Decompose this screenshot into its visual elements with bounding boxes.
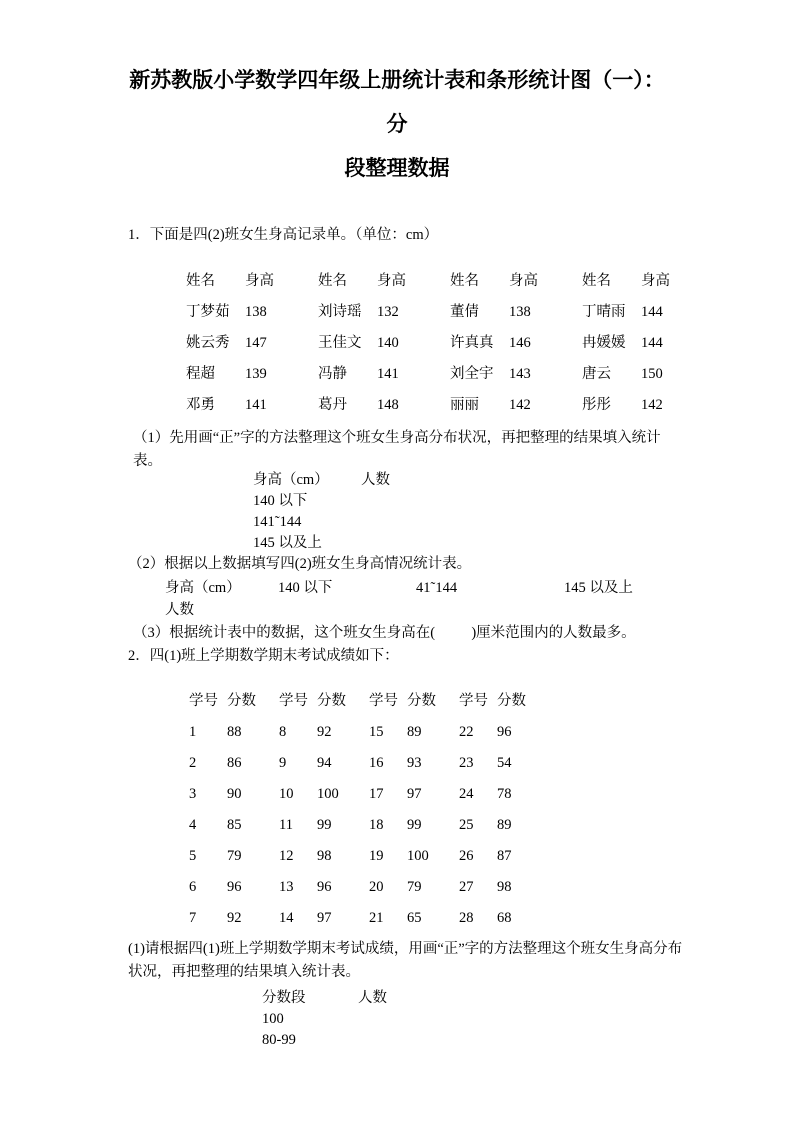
cell-student-id: 17 (369, 786, 384, 802)
table-row (189, 717, 526, 748)
table-row (253, 491, 390, 512)
cell-range-2: 41˜144 (416, 580, 458, 596)
cell-count-blank (361, 533, 390, 554)
table-row (253, 512, 390, 533)
cell-height: 132 (377, 304, 399, 320)
column-header-height-3: 身高 (509, 273, 538, 289)
cell-count-blank (416, 599, 564, 621)
cell-score: 87 (497, 848, 512, 864)
cell-height: 150 (641, 366, 663, 382)
cell-height: 138 (509, 304, 531, 320)
cell-student-id: 16 (369, 755, 384, 771)
cell-score: 96 (497, 724, 512, 740)
cell-count-blank (358, 1009, 387, 1030)
cell-score: 85 (227, 817, 242, 833)
cell-score: 99 (407, 817, 422, 833)
cell-score: 100 (317, 786, 339, 802)
table-header-row (189, 686, 526, 717)
cell-student-id: 22 (459, 724, 474, 740)
cell-name: 唐云 (582, 366, 611, 382)
cell-student-id: 1 (189, 724, 197, 740)
cell-height-range: 140 以下 (253, 493, 308, 509)
table-row (262, 1009, 387, 1030)
cell-score: 79 (227, 848, 242, 864)
column-header-name-4: 姓名 (582, 273, 611, 289)
cell-student-id: 5 (189, 848, 197, 864)
cell-height: 141 (245, 397, 267, 413)
cell-height: 144 (641, 304, 663, 320)
cell-name: 刘全宇 (450, 366, 494, 382)
cell-height: 142 (641, 397, 663, 413)
cell-name: 程超 (186, 366, 215, 382)
cell-count-blank (361, 491, 390, 512)
cell-score: 78 (497, 786, 512, 802)
table-row (253, 533, 390, 554)
cell-name: 丁晴雨 (582, 304, 626, 320)
column-header-student-id-1: 学号 (189, 693, 218, 709)
exam-scores-table (189, 686, 526, 934)
cell-score: 88 (227, 724, 242, 740)
cell-name: 董倩 (450, 304, 479, 320)
cell-name: 刘诗瑶 (318, 304, 362, 320)
cell-score: 96 (227, 879, 242, 895)
score-band-tally-table (262, 988, 387, 1051)
table-row (189, 872, 526, 903)
cell-height: 138 (245, 304, 267, 320)
cell-count-blank (564, 599, 633, 621)
column-header-name-3: 姓名 (450, 273, 479, 289)
cell-range-3: 145 以及上 (564, 580, 633, 596)
cell-name: 姚云秀 (186, 335, 230, 351)
cell-student-id: 25 (459, 817, 474, 833)
cell-height: 142 (509, 397, 531, 413)
column-header-name-2: 姓名 (318, 273, 347, 289)
girls-height-record-table (186, 266, 670, 421)
cell-student-id: 24 (459, 786, 474, 802)
cell-height: 140 (377, 335, 399, 351)
table-row (189, 841, 526, 872)
cell-height: 148 (377, 397, 399, 413)
table-row (189, 903, 526, 934)
column-header-height-4: 身高 (641, 273, 670, 289)
cell-student-id: 4 (189, 817, 197, 833)
cell-height: 147 (245, 335, 267, 351)
cell-student-id: 20 (369, 879, 384, 895)
cell-height: 143 (509, 366, 531, 382)
cell-student-id: 15 (369, 724, 384, 740)
cell-score-band: 100 (262, 1011, 284, 1027)
cell-height: 139 (245, 366, 267, 382)
table-header-row (186, 266, 670, 297)
table-header-row (262, 988, 387, 1009)
cell-score: 97 (407, 786, 422, 802)
height-tally-table (253, 470, 390, 554)
cell-student-id: 23 (459, 755, 474, 771)
cell-student-id: 13 (279, 879, 294, 895)
question-2-prompt: 2．四(1)班上学期数学期末考试成绩如下： (128, 648, 399, 664)
cell-height: 146 (509, 335, 531, 351)
cell-count-blank (358, 1030, 387, 1051)
cell-height: 141 (377, 366, 399, 382)
cell-student-id: 21 (369, 910, 384, 926)
cell-name: 许真真 (450, 335, 494, 351)
cell-score: 99 (317, 817, 332, 833)
table-row (165, 599, 633, 621)
column-header-score-2: 分数 (317, 693, 346, 709)
table-row (165, 577, 633, 599)
cell-student-id: 6 (189, 879, 197, 895)
cell-name: 冉媛媛 (582, 335, 626, 351)
page-title (128, 58, 666, 190)
column-header-count: 人数 (361, 472, 390, 488)
cell-score: 89 (497, 817, 512, 833)
cell-score: 98 (497, 879, 512, 895)
cell-student-id: 7 (189, 910, 197, 926)
cell-score: 94 (317, 755, 332, 771)
page-title-line-2: 段整理数据 (344, 156, 450, 180)
height-summary-table (165, 577, 633, 621)
table-row (186, 328, 670, 359)
cell-count-blank (278, 599, 416, 621)
cell-student-id: 3 (189, 786, 197, 802)
cell-score: 86 (227, 755, 242, 771)
question-1-sub-2-prompt: （2）根据以上数据填写四(2)班女生身高情况统计表。 (128, 556, 472, 572)
table-row (189, 748, 526, 779)
cell-score: 89 (407, 724, 422, 740)
cell-student-id: 18 (369, 817, 384, 833)
cell-student-id: 8 (279, 724, 287, 740)
cell-student-id: 10 (279, 786, 294, 802)
question-2-sub-1-prompt: (1)请根据四(1)班上学期数学期末考试成绩，用画“正”字的方法整理这个班女生身高分布状况，再把整理的结果填入统计表。 (128, 941, 683, 980)
row-header-height: 身高（cm） (165, 580, 241, 596)
cell-student-id: 27 (459, 879, 474, 895)
cell-student-id: 11 (279, 817, 293, 833)
column-header-score-4: 分数 (497, 693, 526, 709)
cell-range-1: 140 以下 (278, 580, 333, 596)
page-title-line-1: 新苏教版小学数学四年级上册统计表和条形统计图（一）：分 (129, 68, 665, 136)
cell-score: 68 (497, 910, 512, 926)
cell-score: 92 (227, 910, 242, 926)
column-header-score-3: 分数 (407, 693, 436, 709)
column-header-student-id-3: 学号 (369, 693, 398, 709)
cell-score: 54 (497, 755, 512, 771)
cell-name: 丁梦茹 (186, 304, 230, 320)
cell-name: 王佳文 (318, 335, 362, 351)
column-header-count: 人数 (358, 990, 387, 1006)
column-header-name-1: 姓名 (186, 273, 215, 289)
column-header-score-1: 分数 (227, 693, 256, 709)
table-row (189, 810, 526, 841)
cell-student-id: 2 (189, 755, 197, 771)
table-row (262, 1030, 387, 1051)
table-row (186, 390, 670, 421)
cell-student-id: 14 (279, 910, 294, 926)
cell-student-id: 9 (279, 755, 287, 771)
cell-score: 93 (407, 755, 422, 771)
cell-score: 97 (317, 910, 332, 926)
table-header-row (253, 470, 390, 491)
table-row (189, 779, 526, 810)
column-header-student-id-4: 学号 (459, 693, 488, 709)
cell-height-range: 141˜144 (253, 514, 302, 530)
cell-score: 100 (407, 848, 429, 864)
cell-score: 79 (407, 879, 422, 895)
question-1-prompt: 1．下面是四(2)班女生身高记录单。（单位：cm） (128, 227, 439, 243)
cell-count-blank (361, 512, 390, 533)
row-header-count: 人数 (165, 602, 194, 618)
cell-name: 丽丽 (450, 397, 479, 413)
cell-student-id: 26 (459, 848, 474, 864)
cell-score: 65 (407, 910, 422, 926)
cell-student-id: 19 (369, 848, 384, 864)
cell-name: 邓勇 (186, 397, 215, 413)
cell-student-id: 28 (459, 910, 474, 926)
cell-student-id: 12 (279, 848, 294, 864)
cell-score: 90 (227, 786, 242, 802)
cell-score: 92 (317, 724, 332, 740)
cell-name: 冯静 (318, 366, 347, 382)
cell-score-band: 80-99 (262, 1032, 296, 1048)
cell-height-range: 145 以及上 (253, 535, 322, 551)
cell-name: 彤彤 (582, 397, 611, 413)
cell-height: 144 (641, 335, 663, 351)
column-header-height-range: 身高（cm） (253, 472, 329, 488)
question-1-sub-3-prompt: （3）根据统计表中的数据，这个班女生身高在( )厘米范围内的人数最多。 (133, 625, 636, 641)
column-header-height-2: 身高 (377, 273, 406, 289)
cell-score: 98 (317, 848, 332, 864)
table-row (186, 359, 670, 390)
question-1-sub-1-prompt: （1）先用画“正”字的方法整理这个班女生身高分布状况，再把整理的结果填入统计表。 (133, 430, 661, 469)
cell-score: 96 (317, 879, 332, 895)
column-header-score-band: 分数段 (262, 990, 306, 1006)
table-row (186, 297, 670, 328)
column-header-height-1: 身高 (245, 273, 274, 289)
cell-name: 葛丹 (318, 397, 347, 413)
column-header-student-id-2: 学号 (279, 693, 308, 709)
